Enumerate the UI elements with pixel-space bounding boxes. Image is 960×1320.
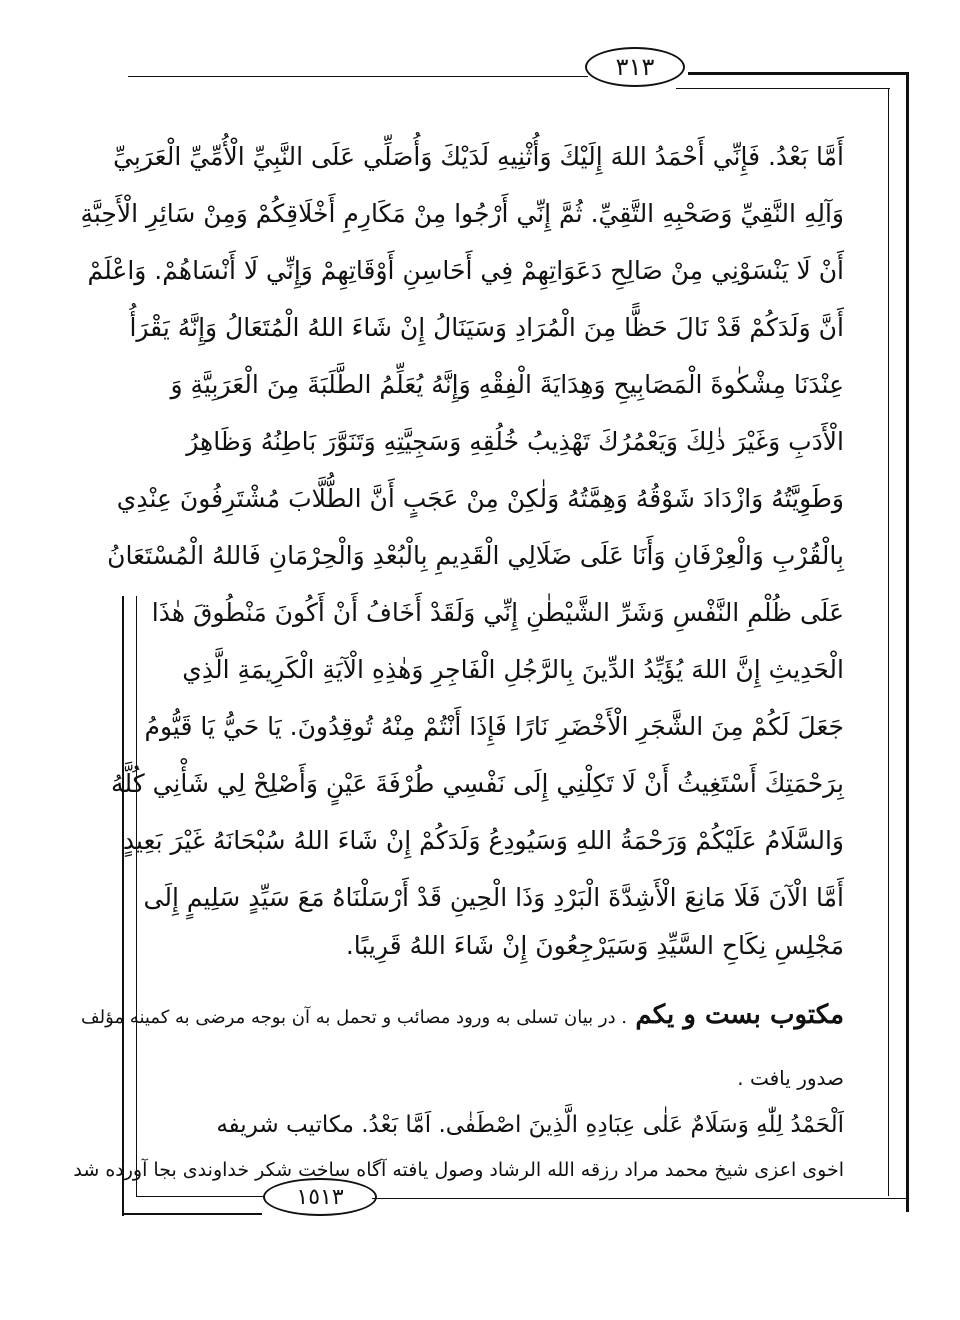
page-number-bottom: ١٥١٣ xyxy=(263,1178,377,1216)
frame-border-left-outer xyxy=(122,596,124,1216)
text-line: اخوی اعزی شیخ محمد مراد رزقه الله الرشاد وصول یافته آگاه ساخت شکر خداوندی بجا آورده شد xyxy=(73,1159,844,1181)
frame-border-bottom-outer xyxy=(122,1213,262,1215)
text-line: مَجْلِسِ نِكَاحِ السَّيِّدِ وَسَيَرْجِعُونَ إِنْ شَاءَ اللهُ قَرِيبًا. xyxy=(345,931,844,960)
frame-border-bottom-right xyxy=(372,1198,906,1199)
text-line: أَنْ لَا يَنْسَوْنِي مِنْ صَالِحِ دَعَوَاتِهِمْ فِي أَحَاسِنِ أَوْقَاتِهِمْ وَإِنِّي لَا أَنْسَاهُمْ. وَاعْلَمْ xyxy=(87,256,844,285)
text-line: وَطَوِيَّتُهُ وَازْدَادَ شَوْقُهُ وَهِمَّتُهُ وَلٰكِنْ مِنْ عَجَبٍ أَنَّ الطُّلَّابَ مُشْتَرِفُونَ عِنْدِي xyxy=(116,484,844,513)
text-line: وَآلِهِ النَّقِيِّ وَصَحْبِهِ التَّقِيِّ. ثُمَّ إِنِّي أَرْجُوا مِنْ مَكَارِمِ أَخْلَاقِكُمْ وَمِنْ سَائِرِ الْأَحِبَّةِ xyxy=(80,199,844,228)
section-subtitle-line2: صدور یافت . xyxy=(737,1066,844,1090)
section-heading-title: مکتوب بست و یکم xyxy=(635,1000,844,1030)
frame-border-top-left xyxy=(128,76,588,77)
section-heading-subtitle: . در بیان تسلی به ورود مصائب و تحمل به آن بوجه مرضی به کمینه مؤلف xyxy=(81,1007,628,1028)
text-line: أَمَّا الْآنَ فَلَا مَانِعَ الْأَشِدَّةَ الْبَرْدِ وَذَا الْحِينِ قَدْ أَرْسَلْنَاهُ مَعَ سَيِّدٍ سَلِيمٍ إِلَى xyxy=(143,883,844,912)
letter-body xyxy=(80,128,844,966)
frame-border-right-inner xyxy=(888,88,889,1196)
text-line: بِالْقُرْبِ وَالْعِرْفَانِ وَأَنَا عَلَى ضَلَالِي الْقَدِيمِ بِالْبُعْدِ وَالْحِرْمَانِ فَاللهُ الْمُسْتَعَانُ xyxy=(107,541,844,570)
text-line: أَنَّ وَلَدَكُمْ قَدْ نَالَ حَظًّا مِنَ الْمُرَادِ وَسَيَنَالُ إِنْ شَاءَ اللهُ الْمُتَعَالُ وَإِنَّهُ يَقْرَأُ xyxy=(129,313,844,342)
closing-paragraph xyxy=(73,1100,844,1190)
text-line: وَالسَّلَامُ عَلَيْكُمْ وَرَحْمَةُ اللهِ وَسَيُودِعُ وَلَدَكُمْ إِنْ شَاءَ اللهُ سُبْحَانَهُ غَيْرَ بَعِيدٍ xyxy=(122,826,844,855)
frame-border-top-outer xyxy=(688,72,909,75)
text-line: الْأَدَبِ وَغَيْرَ ذٰلِكَ وَيَعْمُرُكَ تَهْذِيبُ خُلُقِهِ وَسَجِيَّتِهِ وَتَنَوَّرَ بَاطِنُهُ وَظَاهِرُ xyxy=(186,427,844,456)
text-line: اَلْحَمْدُ لِلّٰهِ وَسَلَامٌ عَلٰى عِبَادِهِ الَّذِينَ اصْطَفٰى. اَمَّا بَعْدُ. مکاتیب شریفه xyxy=(216,1112,844,1138)
page-number-top: ٣١٣ xyxy=(585,47,685,87)
text-line: أَمَّا بَعْدُ. فَإِنِّي أَحْمَدُ اللهَ إِلَيْكَ وَأُثْنِيهِ لَدَيْكَ وَأُصَلِّي عَلَى النَّبِيِّ الْأُمِّيِّ الْعَرَبِيِّ xyxy=(113,142,844,171)
frame-border-left-inner xyxy=(136,596,137,1196)
text-line: عَلَى ظُلْمِ النَّفْسِ وَشَرِّ الشَّيْطٰنِ إِنِّي وَلَقَدْ أَخَافُ أَنْ أَكُونَ مَنْطُوقَ هٰذَا xyxy=(151,598,844,627)
section-heading-block xyxy=(81,996,844,1036)
section-subtitle-block xyxy=(138,1058,844,1098)
text-line: عِنْدَنَا مِشْكٰوةَ الْمَصَابِيحِ وَهِدَايَةَ الْفِقْهِ وَإِنَّهُ يُعَلِّمُ الطَّلَبَةَ مِنَ الْعَرَبِيَّةِ وَ xyxy=(170,370,844,399)
frame-border-bottom-inner xyxy=(136,1196,264,1197)
text-line: الْحَدِيثِ إِنَّ اللهَ يُؤَيِّدُ الدِّينَ بِالرَّجُلِ الْفَاجِرِ وَهٰذِهِ الْآيَةِ الْكَرِيمَةِ الَّذِي xyxy=(182,655,844,684)
frame-border-top-inner xyxy=(676,88,890,89)
text-line: بِرَحْمَتِكَ أَسْتَغِيثُ أَنْ لَا تَكِلْنِي إِلَى نَفْسِي طُرْفَةَ عَيْنٍ وَأَصْلِحْ لِي شَأْنِي كُلَّهُ xyxy=(111,769,844,798)
frame-border-right-outer xyxy=(906,72,909,1212)
section-heading xyxy=(81,996,844,1036)
text-line: جَعَلَ لَكُمْ مِنَ الشَّجَرِ الْأَخْضَرِ نَارًا فَإِذَا أَنْتُمْ مِنْهُ تُوقِدُونَ. يَا حَيُّ يَا قَيُّومُ xyxy=(144,712,844,741)
